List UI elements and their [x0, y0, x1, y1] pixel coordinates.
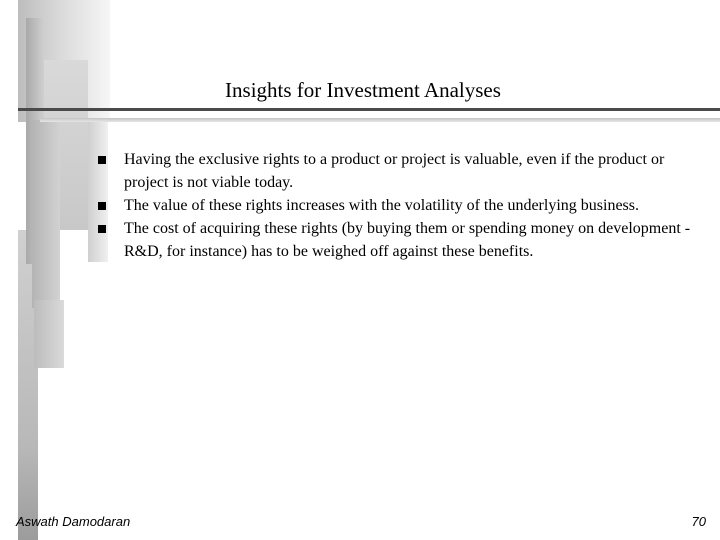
page-number: 70: [691, 514, 706, 529]
decorative-gray-bar: [32, 120, 60, 308]
square-bullet-icon: [98, 156, 106, 164]
bullet-item: [96, 148, 706, 194]
bullet-list: [96, 148, 706, 263]
slide-title: Insights for Investment Analyses: [225, 78, 501, 102]
bullet-text: The value of these rights increases with the volatility of the underlying business.: [124, 197, 639, 214]
square-bullet-icon: [98, 202, 106, 210]
decorative-gray-block: [34, 300, 64, 368]
bullet-item: [96, 217, 706, 263]
title-rule: [18, 108, 720, 111]
bullet-text: Having the exclusive rights to a product or project is valuable, even if the product or project is not viable today.: [124, 151, 665, 191]
bullet-item: [96, 194, 706, 217]
square-bullet-icon: [98, 225, 106, 233]
title-rule-shadow: [40, 118, 720, 122]
footer-author: Aswath Damodaran: [16, 514, 131, 529]
bullet-text: The cost of acquiring these rights (by buying them or spending money on development - R&D, for instance) has to be weighed off against these benefits.: [124, 220, 691, 260]
